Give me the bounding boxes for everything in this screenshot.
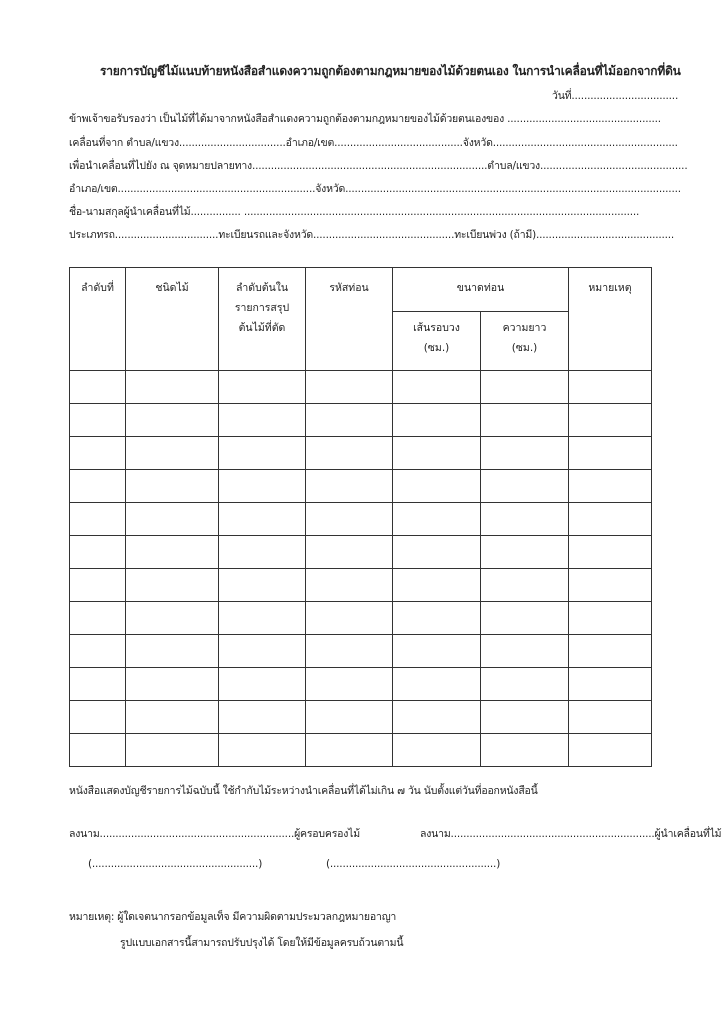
table-cell[interactable] bbox=[306, 734, 393, 767]
table-cell[interactable] bbox=[481, 701, 569, 734]
table-cell[interactable] bbox=[306, 635, 393, 668]
col-log-code-header: รหัสท่อน bbox=[306, 268, 393, 371]
date-field[interactable]: วันที่.................................. bbox=[552, 90, 679, 102]
vehicle-line[interactable]: ประเภทรถ.................................ทะเบียนรถและจังหวัด.............................................ทะเบียนพ่วง (ถ้ามี)............................................ bbox=[69, 229, 675, 241]
timber-list-table bbox=[69, 267, 652, 767]
table-cell[interactable] bbox=[70, 635, 126, 668]
table-cell[interactable] bbox=[306, 371, 393, 404]
table-cell[interactable] bbox=[70, 569, 126, 602]
table-cell[interactable] bbox=[126, 635, 219, 668]
table-cell[interactable] bbox=[306, 602, 393, 635]
table-cell[interactable] bbox=[219, 635, 306, 668]
table-row bbox=[70, 734, 652, 767]
table-cell[interactable] bbox=[569, 404, 652, 437]
table-cell[interactable] bbox=[70, 668, 126, 701]
certify-line[interactable]: ข้าพเจ้าขอรับรองว่า เป็นไม้ที่ได้มาจากหนังสือสำแดงความถูกต้องตามกฎหมายของไม้ด้วยตนเองของ ................................................. bbox=[69, 113, 661, 125]
table-cell[interactable] bbox=[219, 569, 306, 602]
table-row bbox=[70, 635, 652, 668]
document-title: รายการบัญชีไม้แนบท้ายหนังสือสำแดงความถูกต้องตามกฎหมายของไม้ด้วยตนเอง ในการนำเคลื่อนที่ไม้ออกจากที่ดิน bbox=[100, 64, 681, 78]
table-cell[interactable] bbox=[569, 734, 652, 767]
table-cell[interactable] bbox=[126, 437, 219, 470]
table-cell[interactable] bbox=[393, 404, 481, 437]
table-cell[interactable] bbox=[569, 536, 652, 569]
table-cell[interactable] bbox=[306, 404, 393, 437]
table-cell[interactable] bbox=[306, 470, 393, 503]
table-cell[interactable] bbox=[70, 503, 126, 536]
table-row bbox=[70, 536, 652, 569]
table-cell[interactable] bbox=[70, 404, 126, 437]
table-cell[interactable] bbox=[306, 701, 393, 734]
table-cell[interactable] bbox=[126, 602, 219, 635]
destination-line[interactable]: เพื่อนำเคลื่อนที่ไปยัง ณ จุดหมายปลายทาง...........................................................................ตำบล/แขวง............................................... bbox=[69, 160, 688, 172]
table-cell[interactable] bbox=[481, 371, 569, 404]
table-cell[interactable] bbox=[70, 470, 126, 503]
table-cell[interactable] bbox=[219, 536, 306, 569]
mover-printed-name-field[interactable]: (.....................................................) bbox=[326, 858, 501, 870]
owner-printed-name-field[interactable]: (.....................................................) bbox=[88, 858, 263, 870]
table-cell[interactable] bbox=[126, 701, 219, 734]
table-cell[interactable] bbox=[481, 569, 569, 602]
table-cell[interactable] bbox=[219, 701, 306, 734]
col-order-header: ลำดับที่ bbox=[70, 268, 126, 371]
table-row bbox=[70, 437, 652, 470]
table-cell[interactable] bbox=[481, 734, 569, 767]
table-cell[interactable] bbox=[481, 668, 569, 701]
table-cell[interactable] bbox=[219, 602, 306, 635]
col-length-header: ความยาว (ซม.) bbox=[481, 312, 569, 371]
table-cell[interactable] bbox=[393, 602, 481, 635]
table-cell[interactable] bbox=[219, 734, 306, 767]
table-row bbox=[70, 602, 652, 635]
table-row bbox=[70, 569, 652, 602]
table-cell[interactable] bbox=[569, 470, 652, 503]
table-cell[interactable] bbox=[481, 470, 569, 503]
table-cell[interactable] bbox=[126, 503, 219, 536]
table-cell[interactable] bbox=[481, 635, 569, 668]
col-log-size-header: ขนาดท่อน bbox=[393, 268, 569, 312]
table-cell[interactable] bbox=[393, 371, 481, 404]
table-cell[interactable] bbox=[569, 668, 652, 701]
table-cell[interactable] bbox=[481, 404, 569, 437]
table-cell[interactable] bbox=[126, 734, 219, 767]
table-row bbox=[70, 701, 652, 734]
table-cell[interactable] bbox=[306, 536, 393, 569]
table-cell[interactable] bbox=[126, 569, 219, 602]
mover-signature-field[interactable]: ลงนาม.................................................................ผู้นำเคลื่อนที่ไม้ bbox=[420, 828, 722, 840]
table-row bbox=[70, 503, 652, 536]
table-cell[interactable] bbox=[393, 635, 481, 668]
table-cell[interactable] bbox=[393, 668, 481, 701]
table-row bbox=[70, 668, 652, 701]
table-cell[interactable] bbox=[393, 569, 481, 602]
table-cell[interactable] bbox=[219, 404, 306, 437]
table-row bbox=[70, 470, 652, 503]
table-cell[interactable] bbox=[219, 437, 306, 470]
table-cell[interactable] bbox=[481, 602, 569, 635]
table-cell[interactable] bbox=[219, 470, 306, 503]
table-row bbox=[70, 404, 652, 437]
table-cell[interactable] bbox=[219, 668, 306, 701]
table-cell[interactable] bbox=[306, 668, 393, 701]
district-line[interactable]: อำเภอ/เขต...............................................................จังหวัด........................................................................................................... bbox=[69, 183, 681, 195]
table-cell[interactable] bbox=[126, 536, 219, 569]
col-remarks-header: หมายเหตุ bbox=[569, 268, 652, 371]
table-cell[interactable] bbox=[126, 470, 219, 503]
table-cell[interactable] bbox=[569, 371, 652, 404]
table-cell[interactable] bbox=[393, 536, 481, 569]
table-cell[interactable] bbox=[306, 569, 393, 602]
col-circumference-header: เส้นรอบวง (ซม.) bbox=[393, 312, 481, 371]
table-cell[interactable] bbox=[219, 503, 306, 536]
table-cell[interactable] bbox=[70, 734, 126, 767]
table-cell[interactable] bbox=[569, 602, 652, 635]
table-cell[interactable] bbox=[306, 503, 393, 536]
table-cell[interactable] bbox=[393, 437, 481, 470]
origin-line[interactable]: เคลื่อนที่จาก ตำบล/แขวง..................................อำเภอ/เขต.........................................จังหวัด........................................................... bbox=[69, 137, 678, 149]
col-summary-order-header: ลำดับต้นใน รายการสรุป ต้นไม้ที่ตัด bbox=[219, 268, 306, 371]
table-cell[interactable] bbox=[393, 503, 481, 536]
mover-name-line[interactable]: ชื่อ-นามสกุลผู้นำเคลื่อนที่ไม้................ .............................................................................................................................. bbox=[69, 206, 640, 218]
table-row bbox=[70, 371, 652, 404]
table-cell[interactable] bbox=[481, 536, 569, 569]
table-cell[interactable] bbox=[70, 437, 126, 470]
table-cell[interactable] bbox=[126, 404, 219, 437]
table-cell[interactable] bbox=[481, 437, 569, 470]
table-cell[interactable] bbox=[70, 371, 126, 404]
table-cell[interactable] bbox=[70, 602, 126, 635]
owner-signature-field[interactable]: ลงนาม..............................................................ผู้ครอบครองไม้ bbox=[69, 828, 360, 840]
table-cell[interactable] bbox=[393, 701, 481, 734]
table-cell[interactable] bbox=[70, 701, 126, 734]
table-cell[interactable] bbox=[306, 437, 393, 470]
table-cell[interactable] bbox=[126, 371, 219, 404]
table-cell[interactable] bbox=[569, 701, 652, 734]
table-cell[interactable] bbox=[219, 371, 306, 404]
table-cell[interactable] bbox=[569, 635, 652, 668]
table-cell[interactable] bbox=[70, 536, 126, 569]
table-cell[interactable] bbox=[393, 470, 481, 503]
table-cell[interactable] bbox=[481, 503, 569, 536]
table-cell[interactable] bbox=[126, 668, 219, 701]
remark-line-2: รูปแบบเอกสารนี้สามารถปรับปรุงได้ โดยให้มีข้อมูลครบถ้วนตามนี้ bbox=[120, 937, 404, 949]
validity-note: หนังสือแสดงบัญชีรายการไม้ฉบับนี้ ใช้กำกับไม้ระหว่างนำเคลื่อนที่ได้ไม่เกิน ๗ วัน นับตั้งแต่วันที่ออกหนังสือนี้ bbox=[69, 785, 538, 797]
remark-line-1: หมายเหตุ: ผู้ใดเจตนากรอกข้อมูลเท็จ มีความผิดตามประมวลกฎหมายอาญา bbox=[69, 911, 397, 923]
table-cell[interactable] bbox=[569, 503, 652, 536]
col-species-header: ชนิดไม้ bbox=[126, 268, 219, 371]
table-cell[interactable] bbox=[393, 734, 481, 767]
table-cell[interactable] bbox=[569, 569, 652, 602]
table-cell[interactable] bbox=[569, 437, 652, 470]
